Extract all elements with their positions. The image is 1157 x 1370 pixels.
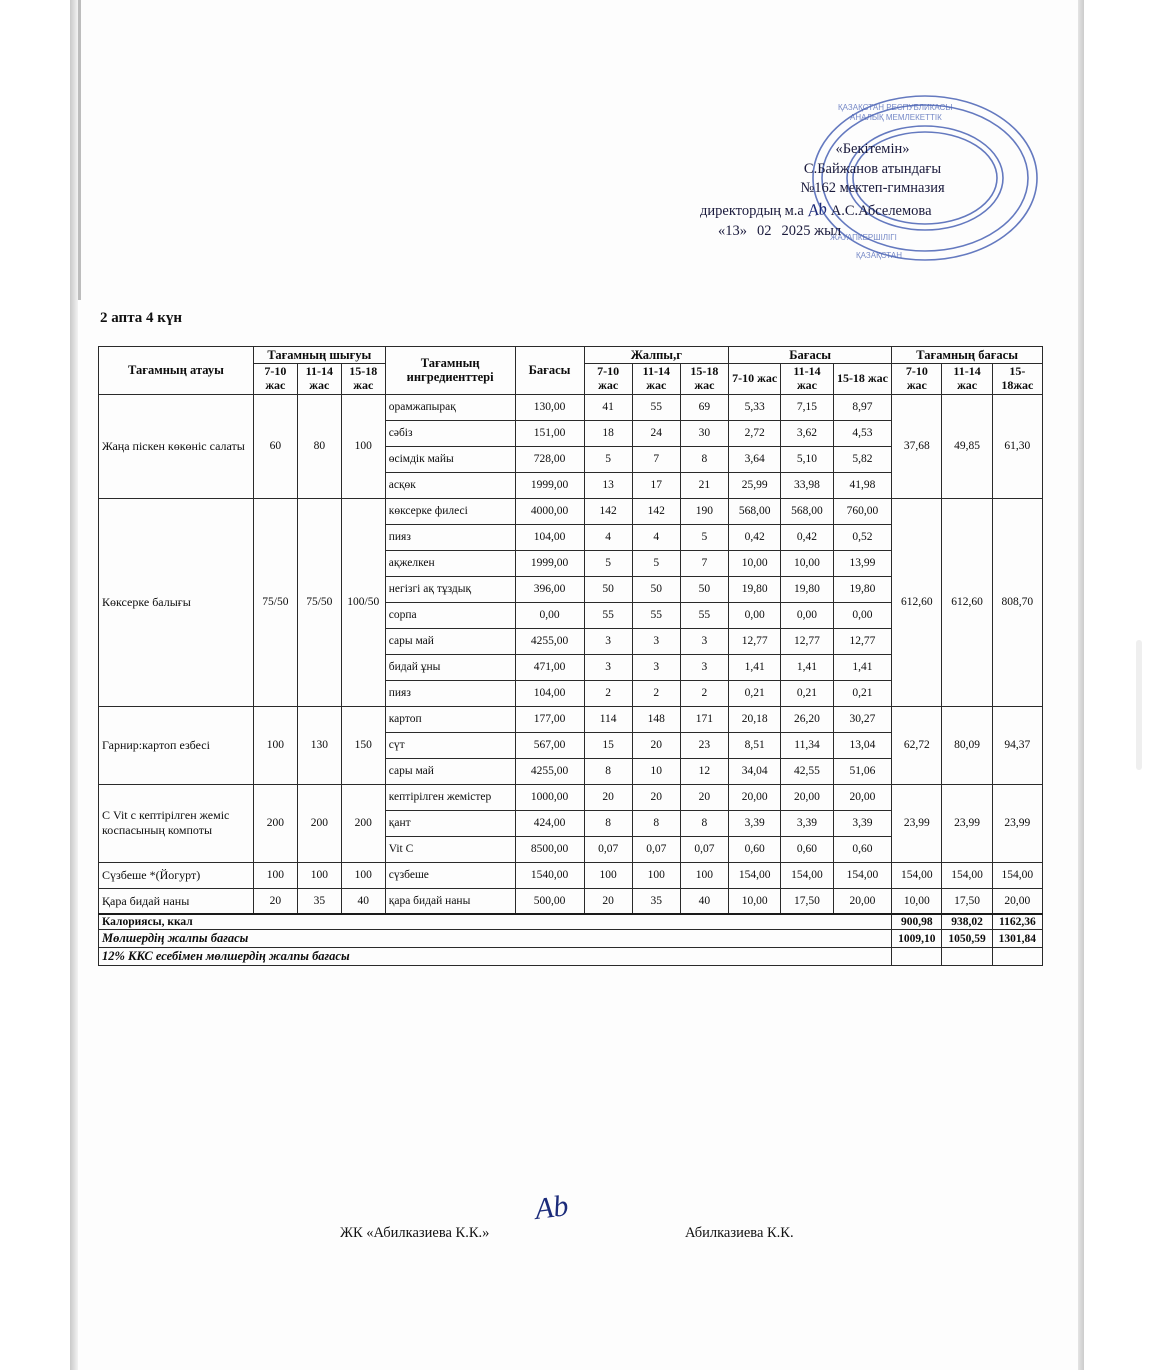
cell-grams-2: 3: [680, 654, 728, 680]
cell-cost-2: 1,41: [833, 654, 892, 680]
summary-value-0: 1009,10: [892, 930, 942, 948]
cell-grams-1: 2: [632, 680, 680, 706]
cell-cost-2: 4,53: [833, 420, 892, 446]
cell-output-2: 100: [341, 394, 385, 498]
th-ingredients: Тағамның ингредиенттері: [385, 347, 515, 395]
cell-cost-1: 0,00: [781, 602, 833, 628]
cell-grams-1: 17: [632, 472, 680, 498]
menu-table-wrap: [98, 346, 1043, 966]
cell-cost-2: 8,97: [833, 394, 892, 420]
cell-output-1: 35: [297, 888, 341, 914]
cell-ingredient-name: картоп: [385, 706, 515, 732]
cell-cost-1: 568,00: [781, 498, 833, 524]
cell-dish-name: Жаңа піскен көкөніс салаты: [99, 394, 254, 498]
cell-ingredient-price: 1000,00: [515, 784, 584, 810]
cell-cost-0: 34,04: [729, 758, 781, 784]
cell-ingredient-name: сүзбеше: [385, 862, 515, 888]
cell-grams-1: 0,07: [632, 836, 680, 862]
cell-cost-1: 0,42: [781, 524, 833, 550]
cell-dish-price-0: 612,60: [892, 498, 942, 706]
cell-cost-1: 154,00: [781, 862, 833, 888]
cell-cost-1: 1,41: [781, 654, 833, 680]
cell-cost-0: 0,00: [729, 602, 781, 628]
approval-director-label: директордың м.а: [700, 203, 804, 220]
th-price: Бағасы: [515, 347, 584, 395]
cell-grams-0: 100: [584, 862, 632, 888]
cell-output-0: 200: [253, 784, 297, 862]
summary-value-1: 938,02: [942, 914, 992, 930]
svg-text:ҚАЗАҚСТАН: ҚАЗАҚСТАН: [856, 251, 902, 260]
summary-value-2: 1301,84: [992, 930, 1042, 948]
cell-ingredient-price: 1999,00: [515, 550, 584, 576]
cell-dish-price-0: 154,00: [892, 862, 942, 888]
cell-cost-1: 3,39: [781, 810, 833, 836]
th-g-11-14: 11-14 жас: [632, 364, 680, 395]
cell-cost-1: 3,62: [781, 420, 833, 446]
cell-ingredient-price: 177,00: [515, 706, 584, 732]
cell-ingredient-price: 500,00: [515, 888, 584, 914]
cell-cost-0: 1,41: [729, 654, 781, 680]
approval-date-year: 2025 жыл: [781, 222, 842, 239]
cell-grams-2: 21: [680, 472, 728, 498]
table-row: [99, 862, 1043, 888]
director-signature: Ab: [806, 198, 828, 220]
cell-cost-0: 0,42: [729, 524, 781, 550]
cell-grams-1: 20: [632, 784, 680, 810]
menu-table: [98, 346, 1043, 966]
cell-dish-price-1: 23,99: [942, 784, 992, 862]
cell-cost-2: 13,04: [833, 732, 892, 758]
cell-grams-0: 18: [584, 420, 632, 446]
cell-cost-1: 42,55: [781, 758, 833, 784]
cell-output-2: 200: [341, 784, 385, 862]
summary-value-1: [942, 948, 992, 966]
footer-name: Абилказиева К.К.: [685, 1225, 794, 1241]
supplier-signature: Ab: [533, 1189, 571, 1226]
cell-ingredient-name: пияз: [385, 680, 515, 706]
th-out-15-18: 15-18 жас: [341, 364, 385, 395]
cell-ingredient-price: 104,00: [515, 680, 584, 706]
binding-edge: [78, 0, 81, 300]
cell-cost-0: 10,00: [729, 888, 781, 914]
summary-row: [99, 914, 1043, 930]
cell-ingredient-price: 1540,00: [515, 862, 584, 888]
cell-output-1: 130: [297, 706, 341, 784]
cell-grams-2: 190: [680, 498, 728, 524]
cell-grams-1: 8: [632, 810, 680, 836]
cell-output-1: 200: [297, 784, 341, 862]
cell-grams-2: 0,07: [680, 836, 728, 862]
scrollbar-thumb[interactable]: [1136, 640, 1142, 770]
cell-cost-2: 51,06: [833, 758, 892, 784]
cell-cost-0: 12,77: [729, 628, 781, 654]
cell-cost-0: 0,21: [729, 680, 781, 706]
th-output-group: Тағамның шығуы: [253, 347, 385, 364]
svg-text:ҚАЗАҚСТАН РЕСПУБЛИКАСЫ: ҚАЗАҚСТАН РЕСПУБЛИКАСЫ: [838, 103, 953, 112]
cell-ingredient-price: 396,00: [515, 576, 584, 602]
th-g-15-18: 15-18 жас: [680, 364, 728, 395]
week-day-title: 2 апта 4 күн: [100, 310, 183, 326]
cell-grams-2: 12: [680, 758, 728, 784]
cell-dish-price-1: 80,09: [942, 706, 992, 784]
cell-grams-2: 40: [680, 888, 728, 914]
cell-grams-0: 5: [584, 446, 632, 472]
cell-cost-0: 25,99: [729, 472, 781, 498]
summary-value-2: [992, 948, 1042, 966]
cell-ingredient-price: 151,00: [515, 420, 584, 446]
cell-cost-2: 20,00: [833, 888, 892, 914]
cell-cost-1: 33,98: [781, 472, 833, 498]
cell-grams-0: 20: [584, 888, 632, 914]
table-row: [99, 888, 1043, 914]
cell-grams-1: 4: [632, 524, 680, 550]
cell-grams-0: 3: [584, 654, 632, 680]
cell-cost-1: 12,77: [781, 628, 833, 654]
cell-ingredient-name: орамжапырақ: [385, 394, 515, 420]
cell-ingredient-name: өсімдік майы: [385, 446, 515, 472]
cell-ingredient-price: 4255,00: [515, 628, 584, 654]
cell-cost-2: 30,27: [833, 706, 892, 732]
cell-cost-2: 5,82: [833, 446, 892, 472]
cell-cost-0: 154,00: [729, 862, 781, 888]
cell-cost-1: 26,20: [781, 706, 833, 732]
table-row: [99, 784, 1043, 810]
cell-grams-2: 171: [680, 706, 728, 732]
approval-director-row: [700, 199, 1045, 222]
cell-cost-0: 20,18: [729, 706, 781, 732]
cell-ingredient-price: 471,00: [515, 654, 584, 680]
cell-grams-0: 13: [584, 472, 632, 498]
cell-cost-0: 568,00: [729, 498, 781, 524]
cell-ingredient-price: 130,00: [515, 394, 584, 420]
cell-grams-0: 8: [584, 810, 632, 836]
cell-ingredient-name: қара бидай наны: [385, 888, 515, 914]
cell-cost-1: 20,00: [781, 784, 833, 810]
cell-output-1: 75/50: [297, 498, 341, 706]
cell-grams-2: 8: [680, 446, 728, 472]
th-p-11-14: 11-14 жас: [781, 364, 833, 395]
cell-dish-price-2: 94,37: [992, 706, 1042, 784]
cell-output-2: 40: [341, 888, 385, 914]
cell-ingredient-name: көксерке филесі: [385, 498, 515, 524]
cell-grams-0: 8: [584, 758, 632, 784]
footer-signature-block: [340, 1189, 794, 1242]
table-row: [99, 394, 1043, 420]
cell-grams-0: 2: [584, 680, 632, 706]
cell-grams-2: 8: [680, 810, 728, 836]
cell-grams-0: 142: [584, 498, 632, 524]
summary-label: Калориясы, ккал: [99, 914, 892, 930]
cell-ingredient-name: сүт: [385, 732, 515, 758]
cell-grams-2: 69: [680, 394, 728, 420]
cell-dish-name: Сүзбеше *(Йогурт): [99, 862, 254, 888]
cell-cost-2: 760,00: [833, 498, 892, 524]
cell-dish-price-2: 808,70: [992, 498, 1042, 706]
cell-grams-1: 5: [632, 550, 680, 576]
cell-cost-2: 154,00: [833, 862, 892, 888]
cell-cost-2: 12,77: [833, 628, 892, 654]
svg-text:АНАЛЫҚ МЕМЛЕКЕТТІК: АНАЛЫҚ МЕМЛЕКЕТТІК: [850, 113, 942, 122]
cell-dish-price-0: 37,68: [892, 394, 942, 498]
cell-ingredient-price: 424,00: [515, 810, 584, 836]
cell-grams-1: 20: [632, 732, 680, 758]
cell-output-0: 60: [253, 394, 297, 498]
cell-cost-1: 0,60: [781, 836, 833, 862]
cell-cost-2: 0,00: [833, 602, 892, 628]
cell-ingredient-price: 1999,00: [515, 472, 584, 498]
summary-row: [99, 948, 1043, 966]
cell-cost-0: 10,00: [729, 550, 781, 576]
cell-cost-1: 5,10: [781, 446, 833, 472]
cell-output-0: 20: [253, 888, 297, 914]
cell-output-1: 100: [297, 862, 341, 888]
cell-cost-0: 3,39: [729, 810, 781, 836]
cell-cost-0: 20,00: [729, 784, 781, 810]
cell-grams-1: 24: [632, 420, 680, 446]
table-row: [99, 498, 1043, 524]
cell-cost-2: 0,60: [833, 836, 892, 862]
th-total-group: Жалпы,г: [584, 347, 728, 364]
th-dp-15-18: 15-18жас: [992, 364, 1042, 395]
cell-grams-1: 148: [632, 706, 680, 732]
cell-dish-price-1: 49,85: [942, 394, 992, 498]
summary-label: Мөлшердің жалпы бағасы: [99, 930, 892, 948]
cell-ingredient-price: 4255,00: [515, 758, 584, 784]
summary-value-2: 1162,36: [992, 914, 1042, 930]
cell-cost-0: 5,33: [729, 394, 781, 420]
cell-grams-0: 20: [584, 784, 632, 810]
cell-grams-0: 15: [584, 732, 632, 758]
cell-ingredient-name: сары май: [385, 628, 515, 654]
th-out-11-14: 11-14 жас: [297, 364, 341, 395]
cell-dish-price-0: 10,00: [892, 888, 942, 914]
cell-grams-1: 55: [632, 602, 680, 628]
cell-dish-price-1: 612,60: [942, 498, 992, 706]
cell-cost-2: 13,99: [833, 550, 892, 576]
table-row: [99, 706, 1043, 732]
th-dp-11-14: 11-14 жас: [942, 364, 992, 395]
cell-cost-2: 41,98: [833, 472, 892, 498]
approval-date-month: 02: [757, 222, 772, 239]
cell-grams-1: 3: [632, 654, 680, 680]
cell-ingredient-name: Vit C: [385, 836, 515, 862]
cell-dish-name: Гарнир:картоп езбесі: [99, 706, 254, 784]
cell-cost-0: 19,80: [729, 576, 781, 602]
cell-cost-1: 10,00: [781, 550, 833, 576]
cell-grams-2: 55: [680, 602, 728, 628]
cell-ingredient-price: 728,00: [515, 446, 584, 472]
cell-ingredient-price: 104,00: [515, 524, 584, 550]
cell-ingredient-name: ақжелкен: [385, 550, 515, 576]
cell-ingredient-price: 0,00: [515, 602, 584, 628]
approval-date-row: [700, 222, 1045, 242]
cell-cost-2: 0,52: [833, 524, 892, 550]
summary-label: 12% ККС есебімен мөлшердің жалпы бағасы: [99, 948, 892, 966]
cell-cost-2: 0,21: [833, 680, 892, 706]
cell-ingredient-price: 4000,00: [515, 498, 584, 524]
svg-text:ЖАУАПКЕРШІЛІГІ: ЖАУАПКЕРШІЛІГІ: [830, 233, 897, 242]
cell-cost-1: 19,80: [781, 576, 833, 602]
summary-value-0: [892, 948, 942, 966]
cell-output-0: 100: [253, 706, 297, 784]
cell-dish-name: С Vit с кептірілген жеміс коспасының компоты: [99, 784, 254, 862]
th-g-7-10: 7-10 жас: [584, 364, 632, 395]
cell-ingredient-name: сары май: [385, 758, 515, 784]
cell-output-0: 100: [253, 862, 297, 888]
cell-output-0: 75/50: [253, 498, 297, 706]
approval-date-day: «13»: [718, 222, 747, 239]
cell-grams-0: 0,07: [584, 836, 632, 862]
cell-ingredient-name: асқөк: [385, 472, 515, 498]
th-dish-name: Тағамның атауы: [99, 347, 254, 395]
cell-dish-price-2: 23,99: [992, 784, 1042, 862]
cell-grams-1: 100: [632, 862, 680, 888]
cell-grams-0: 114: [584, 706, 632, 732]
cell-cost-1: 0,21: [781, 680, 833, 706]
cell-dish-price-1: 17,50: [942, 888, 992, 914]
summary-row: [99, 930, 1043, 948]
th-dp-7-10: 7-10 жас: [892, 364, 942, 395]
cell-cost-1: 17,50: [781, 888, 833, 914]
cell-cost-1: 7,15: [781, 394, 833, 420]
cell-ingredient-name: пияз: [385, 524, 515, 550]
cell-grams-0: 41: [584, 394, 632, 420]
approval-line2: С.Байжанов атындағы: [803, 160, 942, 177]
th-dish-price-group: Тағамның бағасы: [892, 347, 1043, 364]
cell-dish-price-2: 61,30: [992, 394, 1042, 498]
cell-grams-2: 23: [680, 732, 728, 758]
cell-grams-1: 3: [632, 628, 680, 654]
cell-dish-price-2: 154,00: [992, 862, 1042, 888]
approval-block: [700, 140, 1045, 241]
cell-ingredient-name: кептірілген жемістер: [385, 784, 515, 810]
cell-grams-1: 55: [632, 394, 680, 420]
th-out-7-10: 7-10 жас: [253, 364, 297, 395]
cell-dish-price-1: 154,00: [942, 862, 992, 888]
cell-ingredient-name: қант: [385, 810, 515, 836]
cell-grams-0: 4: [584, 524, 632, 550]
cell-dish-price-2: 20,00: [992, 888, 1042, 914]
cell-grams-0: 55: [584, 602, 632, 628]
footer-company: ЖК «Абилказиева К.К.»: [340, 1225, 490, 1241]
summary-value-0: 900,98: [892, 914, 942, 930]
cell-cost-0: 8,51: [729, 732, 781, 758]
cell-cost-2: 19,80: [833, 576, 892, 602]
approval-line1: «Бекітемін»: [835, 141, 910, 157]
cell-grams-2: 3: [680, 628, 728, 654]
cell-cost-2: 20,00: [833, 784, 892, 810]
cell-grams-2: 50: [680, 576, 728, 602]
th-p-15-18: 15-18 жас: [833, 364, 892, 395]
cell-cost-0: 0,60: [729, 836, 781, 862]
cell-grams-2: 20: [680, 784, 728, 810]
cell-dish-price-0: 62,72: [892, 706, 942, 784]
approval-director-name: А.С.Абселемова: [830, 203, 932, 220]
cell-output-2: 100: [341, 862, 385, 888]
cell-grams-1: 142: [632, 498, 680, 524]
cell-ingredient-price: 567,00: [515, 732, 584, 758]
cell-grams-1: 7: [632, 446, 680, 472]
cell-ingredient-name: сорпа: [385, 602, 515, 628]
cell-ingredient-name: бидай ұны: [385, 654, 515, 680]
summary-value-1: 1050,59: [942, 930, 992, 948]
th-price-group: Бағасы: [729, 347, 892, 364]
cell-dish-price-0: 23,99: [892, 784, 942, 862]
cell-cost-0: 2,72: [729, 420, 781, 446]
cell-output-1: 80: [297, 394, 341, 498]
cell-grams-2: 2: [680, 680, 728, 706]
menu-table-footer: [99, 914, 1043, 966]
cell-ingredient-name: негізгі ақ тұздық: [385, 576, 515, 602]
cell-grams-1: 10: [632, 758, 680, 784]
cell-grams-1: 35: [632, 888, 680, 914]
cell-grams-2: 7: [680, 550, 728, 576]
cell-grams-2: 30: [680, 420, 728, 446]
cell-dish-name: Көксерке балығы: [99, 498, 254, 706]
cell-dish-name: Қара бидай наны: [99, 888, 254, 914]
cell-grams-1: 50: [632, 576, 680, 602]
cell-grams-0: 5: [584, 550, 632, 576]
menu-table-body: [99, 394, 1043, 914]
cell-output-2: 150: [341, 706, 385, 784]
th-p-7-10: 7-10 жас: [729, 364, 781, 395]
cell-ingredient-name: сәбіз: [385, 420, 515, 446]
cell-grams-2: 5: [680, 524, 728, 550]
cell-cost-0: 3,64: [729, 446, 781, 472]
cell-grams-0: 3: [584, 628, 632, 654]
cell-output-2: 100/50: [341, 498, 385, 706]
cell-ingredient-price: 8500,00: [515, 836, 584, 862]
approval-line3: №162 мектеп-гимназия: [800, 180, 945, 197]
cell-cost-1: 11,34: [781, 732, 833, 758]
cell-grams-0: 50: [584, 576, 632, 602]
cell-grams-2: 100: [680, 862, 728, 888]
cell-cost-2: 3,39: [833, 810, 892, 836]
